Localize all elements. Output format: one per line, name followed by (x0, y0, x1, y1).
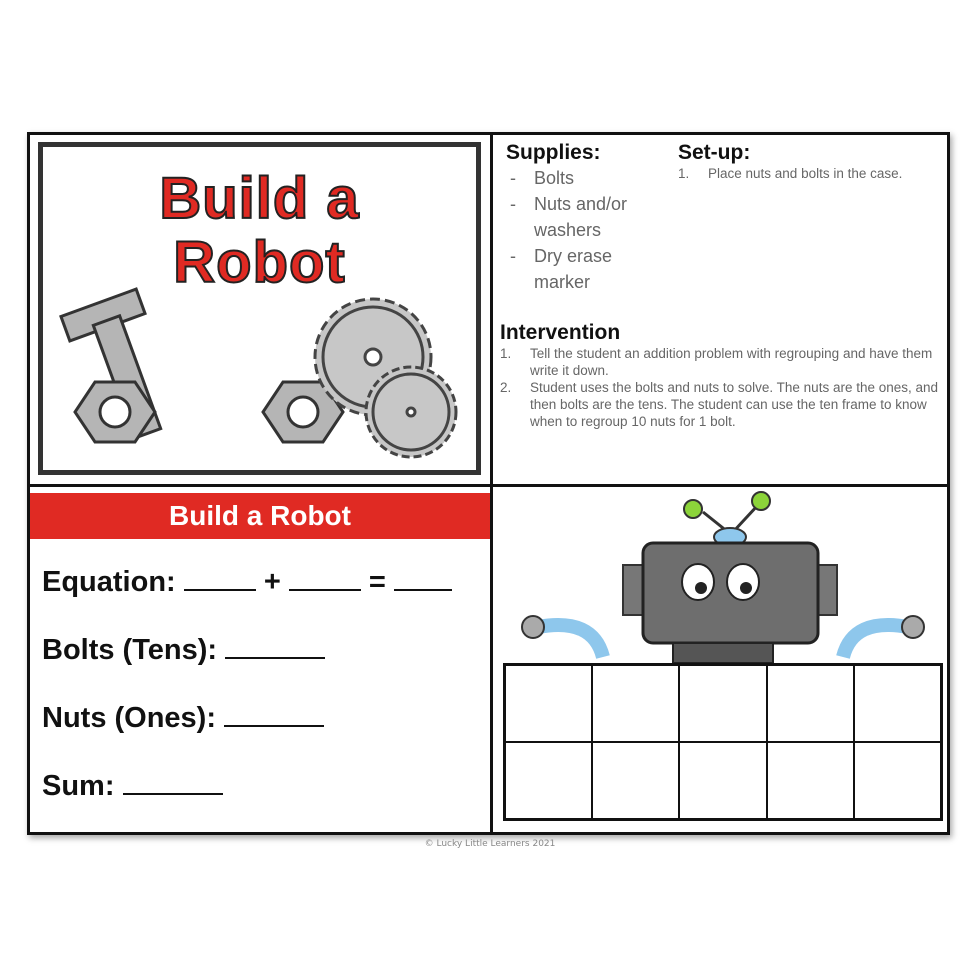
nuts-blank[interactable] (224, 701, 324, 727)
ten-frame-cell[interactable] (767, 742, 854, 819)
addend-2-blank[interactable] (289, 565, 361, 591)
bolts-row (42, 633, 452, 701)
addend-1-blank[interactable] (184, 565, 256, 591)
ten-frame-cell[interactable] (679, 742, 766, 819)
intervention-heading: Intervention (500, 321, 621, 344)
intervention-step-text: Tell the student an addition problem with regrouping and have them write it down. (530, 346, 933, 378)
title-panel (38, 142, 481, 475)
copyright-footer: © Lucky Little Learners 2021 (424, 839, 556, 849)
title-line-1: Build a (159, 166, 360, 231)
supplies-section (506, 141, 671, 295)
setup-step: 1. Place nuts and bolts in the case. (678, 166, 903, 181)
ten-frame-cell[interactable] (767, 665, 854, 742)
supply-item: - Nuts and/or washers (506, 191, 671, 243)
title-line-2: Robot (173, 230, 346, 295)
bolt-icon (61, 289, 161, 442)
ten-frame-cell[interactable] (592, 665, 679, 742)
supply-item: - Dry erase marker (506, 243, 671, 295)
worksheet-banner: Build a Robot (30, 493, 490, 539)
nuts-label: Nuts (Ones): (42, 702, 216, 734)
worksheet-fields (42, 565, 452, 837)
sum-blank[interactable] (394, 565, 452, 591)
ten-frame-cell[interactable] (505, 742, 592, 819)
sum-label: Sum: (42, 770, 115, 802)
ten-frame-cell[interactable] (592, 742, 679, 819)
ten-frame (503, 663, 943, 821)
setup-step-text: Place nuts and bolts in the case. (708, 166, 903, 181)
sum-row (42, 769, 452, 837)
intervention-step: 1. Tell the student an addition problem with regrouping and have them write it down. (500, 345, 945, 379)
task-card (27, 132, 950, 835)
ten-frame-cell[interactable] (679, 665, 766, 742)
intervention-section (500, 321, 945, 430)
robot-illustration (493, 487, 953, 677)
intervention-step-text: Student uses the bolts and nuts to solve. The nuts are the ones, and then bolts are the tens. The student can use the ten frame to know when to regroup 10 nuts for 1 bolt. (530, 380, 939, 429)
setup-section (678, 141, 948, 182)
sum-total-blank[interactable] (123, 769, 223, 795)
intervention-step: 2. Student uses the bolts and nuts to solve. The nuts are the ones, and then bolts are the tens. The student can use the ten frame to know when to regroup 10 nuts for 1 bolt. (500, 379, 945, 430)
equation-row (42, 565, 452, 633)
ten-frame-cell[interactable] (854, 665, 941, 742)
gear-icon (315, 299, 456, 457)
ten-frame-cell[interactable] (854, 742, 941, 819)
ten-frame-cell[interactable] (505, 665, 592, 742)
supplies-heading: Supplies: (506, 141, 601, 164)
equals-sign: = (368, 566, 386, 598)
plus-sign: + (263, 566, 281, 598)
equation-label: Equation: (42, 566, 176, 598)
nuts-row (42, 701, 452, 769)
setup-heading: Set-up: (678, 141, 751, 164)
bolts-label: Bolts (Tens): (42, 634, 218, 666)
bolts-blank[interactable] (225, 633, 325, 659)
bolt-gears-illustration (43, 147, 476, 470)
supply-item: - Bolts (506, 165, 671, 191)
